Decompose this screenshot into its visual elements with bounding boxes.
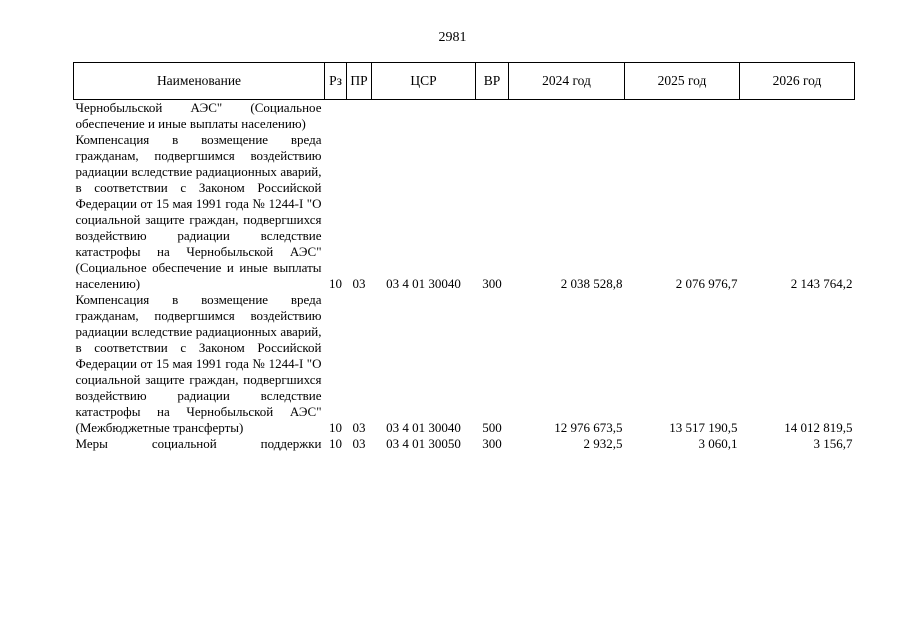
row-rz: 10 xyxy=(329,420,342,435)
row-csr: 03 4 01 30050 xyxy=(386,436,461,451)
row-2025: 2 076 976,7 xyxy=(675,276,738,291)
row-2026: 14 012 819,5 xyxy=(784,420,853,435)
row-vr xyxy=(476,100,509,133)
row-pr: 03 xyxy=(352,436,366,451)
row-csr xyxy=(372,100,476,133)
row-2026 xyxy=(740,100,855,133)
row-name: Меры социальной поддержки xyxy=(75,436,322,451)
table-header-row xyxy=(74,63,855,100)
row-2024: 12 976 673,5 xyxy=(554,420,623,435)
page-number: 2981 xyxy=(438,30,467,45)
row-name: Компенсация в возмещение вреда гражданам, подвергшимся воздействию радиации вследствие радиационных аварий, в соответствии с Законом Российской Федерации от 15 мая 1991 года № 1244-I "О социальной защите граждан, подвергшихся воздействию радиации вследствие катастрофы на Чернобыльской АЭС" (Социальное обеспечение и иные выплаты населению) xyxy=(75,132,322,291)
row-rz: 10 xyxy=(329,436,342,451)
table-row xyxy=(74,132,855,292)
row-2026: 3 156,7 xyxy=(813,436,853,451)
row-csr: 03 4 01 30040 xyxy=(386,420,461,435)
header-2024: 2024 год xyxy=(509,63,625,100)
row-2024 xyxy=(509,100,625,133)
row-pr xyxy=(347,100,372,133)
row-rz xyxy=(325,100,347,133)
header-pr: ПР xyxy=(347,63,372,100)
table-row xyxy=(74,436,855,452)
row-pr: 03 xyxy=(352,420,366,435)
header-rz: Рз xyxy=(325,63,347,100)
row-2025: 3 060,1 xyxy=(698,436,738,451)
row-rz: 10 xyxy=(329,276,342,291)
row-2025 xyxy=(625,100,740,133)
table-row xyxy=(74,292,855,436)
row-vr: 500 xyxy=(482,420,502,435)
row-name: Чернобыльской АЭС" (Социальное обеспечение и иные выплаты населению) xyxy=(75,100,322,131)
row-vr: 300 xyxy=(482,276,502,291)
header-2026: 2026 год xyxy=(740,63,855,100)
budget-table xyxy=(73,62,855,452)
row-2026: 2 143 764,2 xyxy=(790,276,853,291)
row-name: Компенсация в возмещение вреда гражданам, подвергшимся воздействию радиации вследствие радиационных аварий, в соответствии с Законом Российской Федерации от 15 мая 1991 года № 1244-I "О социальной защите граждан, подвергшихся воздействию радиации вследствие катастрофы на Чернобыльской АЭС" (Межбюджетные трансферты) xyxy=(75,292,322,435)
table-row xyxy=(74,100,855,133)
header-name: Наименование xyxy=(74,63,325,100)
row-csr: 03 4 01 30040 xyxy=(386,276,461,291)
row-2025: 13 517 190,5 xyxy=(669,420,738,435)
row-2024: 2 932,5 xyxy=(583,436,623,451)
row-2024: 2 038 528,8 xyxy=(560,276,623,291)
header-csr: ЦСР xyxy=(372,63,476,100)
row-vr: 300 xyxy=(482,436,502,451)
header-vr: ВР xyxy=(476,63,509,100)
header-2025: 2025 год xyxy=(625,63,740,100)
row-pr: 03 xyxy=(352,276,366,291)
